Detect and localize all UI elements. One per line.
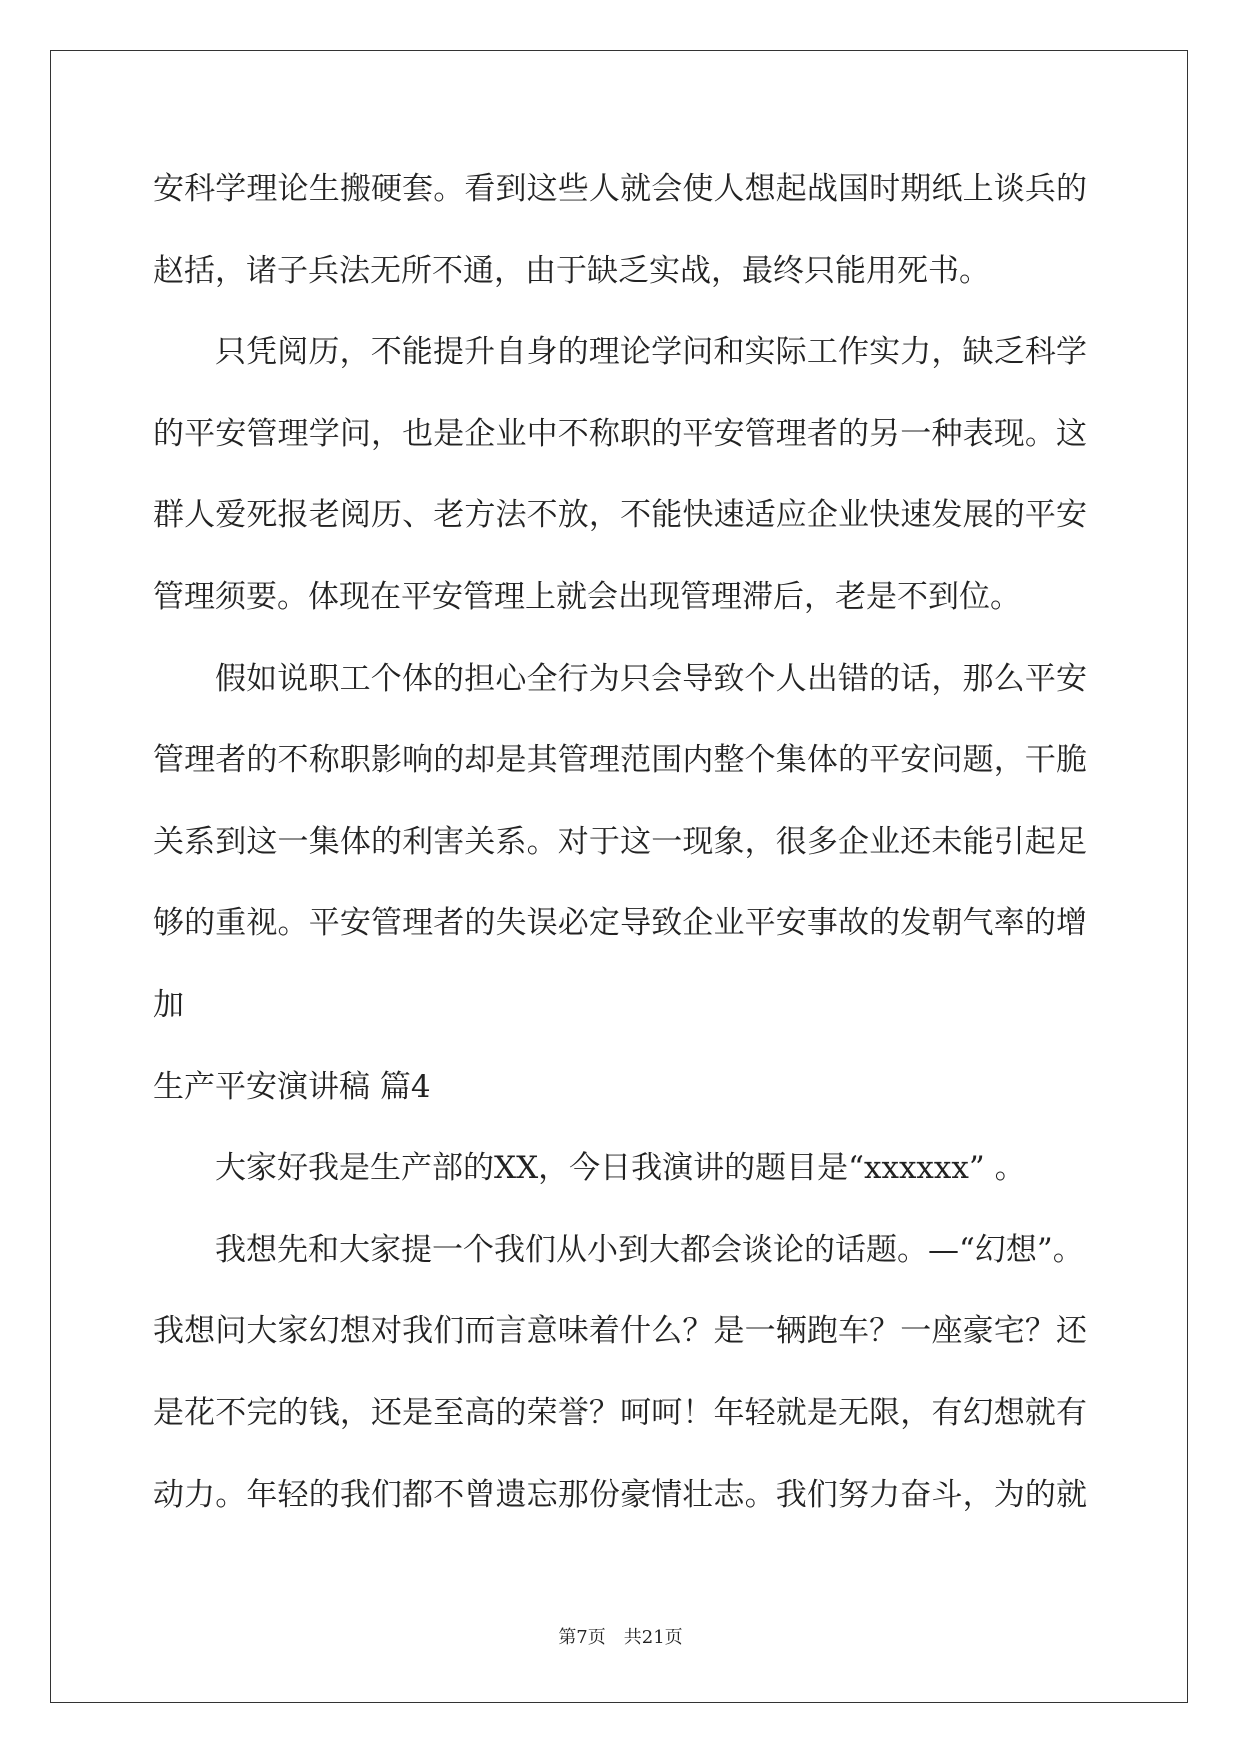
text-line: 我想先和大家提一个我们从小到大都会谈论的话题。—“幻想”。 [215, 1231, 1084, 1268]
text-line: 加 [153, 986, 184, 1023]
text-line: 假如说职工个体的担心全行为只会导致个人出错的话，那么平安 [215, 660, 1087, 697]
text-line: 的平安管理学问，也是企业中不称职的平安管理者的另一种表现。这 [153, 415, 1087, 452]
text-line: 管理者的不称职影响的却是其管理范围内整个集体的平安问题，干脆 [153, 742, 1087, 779]
paragraph [153, 639, 1087, 1047]
text-line: 赵括，诸子兵法无所不通，由于缺乏实战，最终只能用死书。 [153, 252, 990, 289]
text-line: 管理须要。体现在平安管理上就会出现管理滞后，老是不到位。 [153, 578, 1021, 615]
text-line: 是花不完的钱，还是至高的荣誉？呵呵！年轻就是无限，有幻想就有 [153, 1394, 1087, 1431]
text-line: 大家好我是生产部的XX，今日我演讲的题目是“xxxxxx” 。 [215, 1150, 1026, 1187]
text-line: 安科学理论生搬硬套。看到这些人就会使人想起战国时期纸上谈兵的 [153, 171, 1087, 207]
paragraph [153, 149, 1087, 312]
paragraph [153, 1210, 1087, 1536]
text-line: 关系到这一集体的利害关系。对于这一现象，很多企业还未能引起足 [153, 823, 1087, 860]
paragraph [153, 1128, 1087, 1210]
paragraph [153, 312, 1087, 638]
text-line: 够的重视。平安管理者的失误必定导致企业平安事故的发朝气率的增 [153, 905, 1087, 942]
text-line: 我想问大家幻想对我们而言意味着什么？是一辆跑车？一座豪宅？还 [153, 1313, 1087, 1350]
text-line: 动力。年轻的我们都不曾遗忘那份豪情壮志。我们努力奋斗，为的就 [153, 1476, 1087, 1513]
text-line: 只凭阅历，不能提升自身的理论学问和实际工作实力，缺乏科学 [215, 334, 1087, 371]
text-line: 群人爱死报老阅历、老方法不放，不能快速适应企业快速发展的平安 [153, 497, 1087, 534]
page-body [153, 149, 1087, 1536]
page-number-footer: 第7页 共21页 [558, 1627, 683, 1648]
section-heading: 生产平安演讲稿 篇4 [153, 1068, 431, 1105]
